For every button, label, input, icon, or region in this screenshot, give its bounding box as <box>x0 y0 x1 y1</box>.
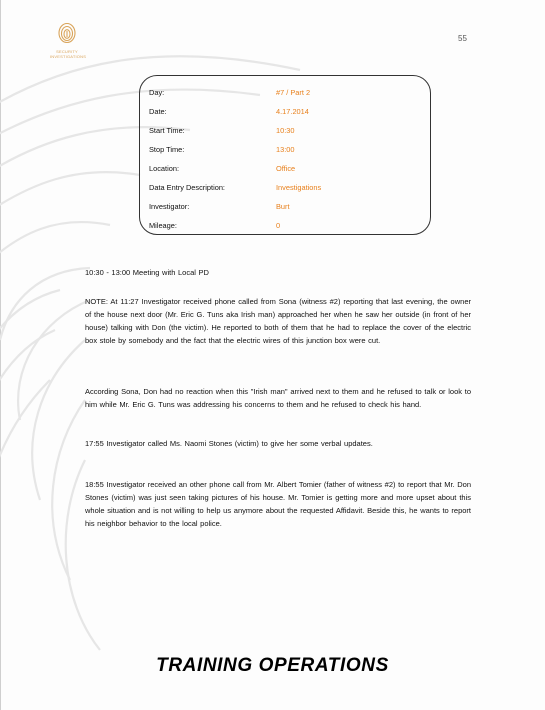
info-label: Data Entry Description: <box>149 183 225 192</box>
info-row-mileage <box>149 216 430 235</box>
company-logo <box>50 22 87 59</box>
info-value: 13:00 <box>276 145 295 154</box>
meeting-line: 10:30 - 13:00 Meeting with Local PD <box>85 268 209 277</box>
info-row-date <box>149 102 430 121</box>
info-label: Date: <box>149 107 167 116</box>
info-label: Location: <box>149 164 179 173</box>
entry-paragraph-2: 18:55 Investigator received an other phone call from Mr. Albert Tomier (father of witness #2) to report that Mr. Don Stones (victim) was just seen taking pictures of his house. Mr. Tomier is getting more and more upset about this whole situation and is not willing to help us anymore about the requested Affidavit. Beside this, he wants to report his neighbor behavior to the local police. <box>85 480 471 528</box>
info-label: Start Time: <box>149 126 185 135</box>
info-row-stop-time <box>149 140 430 159</box>
info-row-location <box>149 159 430 178</box>
info-value: Investigations <box>276 183 322 192</box>
info-value: 0 <box>276 221 281 230</box>
info-value: 10:30 <box>276 126 295 135</box>
case-info-box <box>139 75 431 235</box>
info-value: 4.17.2014 <box>276 107 309 116</box>
info-value: Office <box>276 164 296 173</box>
info-row-day <box>149 83 430 102</box>
info-value: #7 / Part 2 <box>276 88 311 97</box>
info-row-start-time <box>149 121 430 140</box>
page-number: 55 <box>458 34 467 43</box>
note-paragraph-1: NOTE: At 11:27 Investigator received phone called from Sona (witness #2) reporting that last evening, the owner of the house next door (Mr. Eric G. Tuns aka Irish man) approached her when he saw her outside (in front of her house) talking with Don (the victim). He reported to both of them that he had to replace the cover of the electric box stole by somebody and the fact that the electric wires of this junction box were cut. <box>85 297 471 345</box>
info-row-description <box>149 178 430 197</box>
info-value: Burt <box>276 202 290 211</box>
info-label: Day: <box>149 88 165 97</box>
info-row-investigator <box>149 197 430 216</box>
info-label: Mileage: <box>149 221 177 230</box>
info-label: Stop Time: <box>149 145 185 154</box>
fingerprint-logo-icon <box>56 22 78 44</box>
footer-title: TRAINING OPERATIONS <box>156 655 389 676</box>
entry-paragraph-1: 17:55 Investigator called Ms. Naomi Stones (victim) to give her some verbal updates. <box>85 439 373 448</box>
note-paragraph-2: According Sona, Don had no reaction when this "Irish man" arrived next to them and he refused to talk or look to him while Mr. Eric G. Tuns was addressing his concerns to them and he refused to check his hand. <box>85 387 471 409</box>
logo-text: SECURITY INVESTIGATIONS <box>50 49 87 59</box>
info-label: Investigator: <box>149 202 190 211</box>
